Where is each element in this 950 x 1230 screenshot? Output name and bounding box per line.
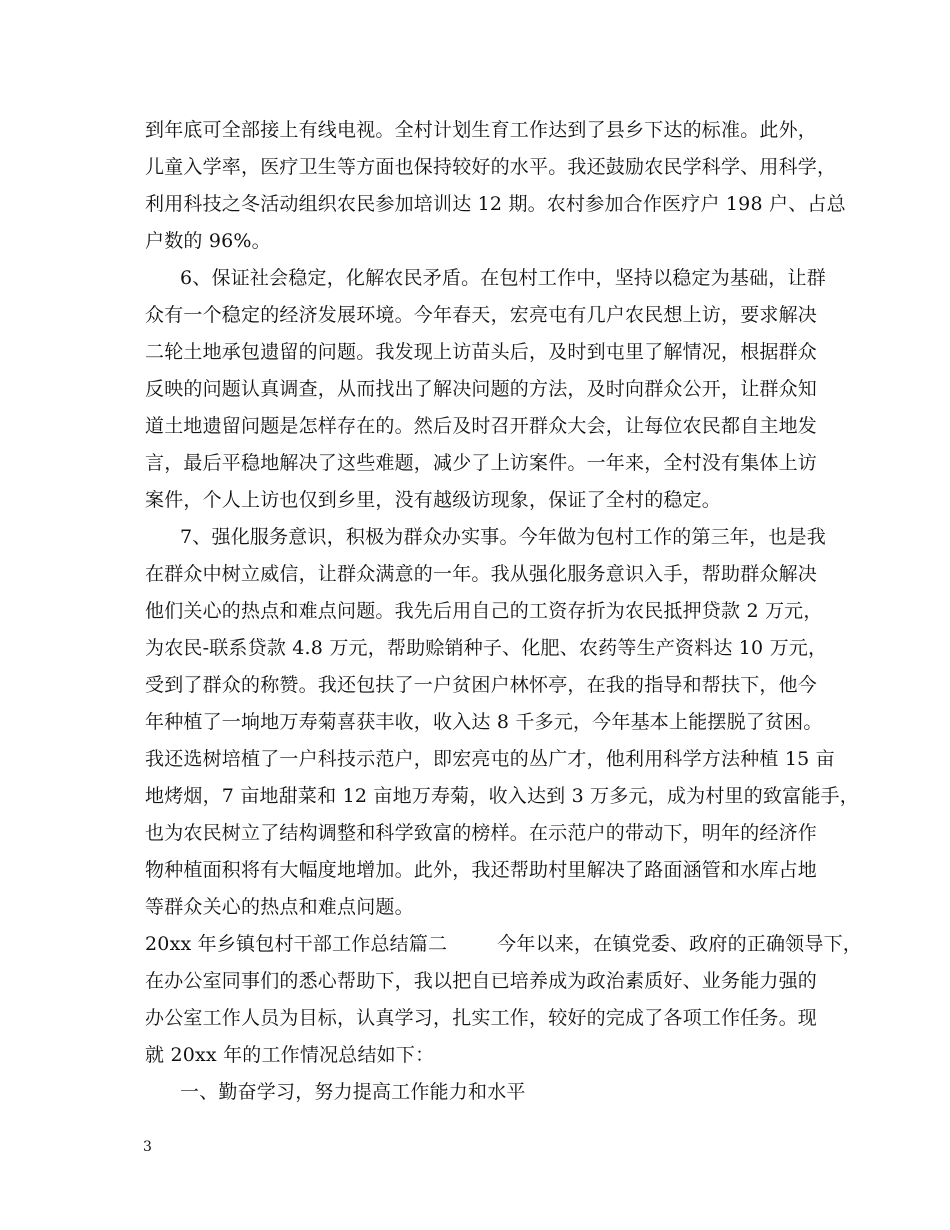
text-line: 办公室工作人员为目标，认真学习，扎实工作，较好的完成了各项工作任务。现 — [145, 1007, 818, 1029]
text-line: 地烤烟，7 亩地甜菜和 12 亩地万寿菊，收入达到 3 万多元，成为村里的致富能手， — [145, 785, 859, 807]
text-line: 就 20xx 年的工作情况总结如下： — [145, 1044, 435, 1066]
text-line: 物种植面积将有大幅度地增加。此外，我还帮助村里解决了路面涵管和水库占地 — [145, 859, 818, 881]
text-line: 他们关心的热点和难点问题。我先后用自己的工资存折为农民抵押贷款 2 万元， — [145, 600, 823, 622]
text-line: 儿童入学率，医疗卫生等方面也保持较好的水平。我还鼓励农民学科学、用科学， — [145, 156, 837, 178]
text-line: 到年底可全部接上有线电视。全村计划生育工作达到了县乡下达的标准。此外， — [145, 119, 818, 141]
page-number: 3 — [143, 1139, 152, 1155]
text-line: 二轮土地承包遗留的问题。我发现上访苗头后，及时到屯里了解情况，根据群众 — [145, 341, 818, 363]
paragraph-6-start: 6、保证社会稳定，化解农民矛盾。在包村工作中，坚持以稳定为基础，让群 — [180, 267, 826, 289]
text-line: 在办公室同事们的悉心帮助下，我以把自已培养成为政治素质好、业务能力强的 — [145, 970, 818, 992]
section-title-line: 20xx 年乡镇包村干部工作总结篇二 今年以来，在镇党委、政府的正确领导下， — [145, 933, 862, 955]
text-line: 众有一个稳定的经济发展环境。今年春天，宏亮屯有几户农民想上访，要求解决 — [145, 304, 818, 326]
text-line: 户数的 96%。 — [145, 230, 271, 252]
text-line: 反映的问题认真调查，从而找出了解决问题的方法，及时向群众公开，让群众知 — [145, 378, 818, 400]
paragraph-7-start: 7、强化服务意识，积极为群众办实事。今年做为包村工作的第三年，也是我 — [180, 526, 826, 548]
text-line: 等群众关心的热点和难点问题。 — [145, 896, 414, 918]
text-line: 为农民-联系贷款 4.8 万元，帮助赊销种子、化肥、农药等生产资料达 10 万元， — [145, 637, 828, 659]
text-line: 受到了群众的称赞。我还包扶了一户贫困户林怀亭，在我的指导和帮扶下，他今 — [145, 674, 818, 696]
text-line: 利用科技之冬活动组织农民参加培训达 12 期。农村参加合作医疗户 198 户、占总 — [145, 193, 846, 215]
text-line: 言，最后平稳地解决了这些难题，减少了上访案件。一年来，全村没有集体上访 — [145, 452, 818, 474]
text-line: 我还选树培植了一户科技示范户，即宏亮屯的丛广才，他利用科学方法种植 15 亩 — [145, 748, 835, 770]
text-line: 也为农民树立了结构调整和科学致富的榜样。在示范户的带动下，明年的经济作 — [145, 822, 818, 844]
text-line: 在群众中树立威信，让群众满意的一年。我从强化服务意识入手，帮助群众解决 — [145, 563, 818, 585]
text-line: 道土地遗留问题是怎样存在的。然后及时召开群众大会，让每位农民都自主地发 — [145, 415, 818, 437]
subheading: 一、勤奋学习，努力提高工作能力和水平 — [180, 1081, 526, 1103]
text-line: 案件，个人上访也仅到乡里，没有越级访现象，保证了全村的稳定。 — [145, 489, 722, 511]
text-line: 年种植了一垧地万寿菊喜获丰收，收入达 8 千多元，今年基本上能摆脱了贫困。 — [145, 711, 823, 733]
